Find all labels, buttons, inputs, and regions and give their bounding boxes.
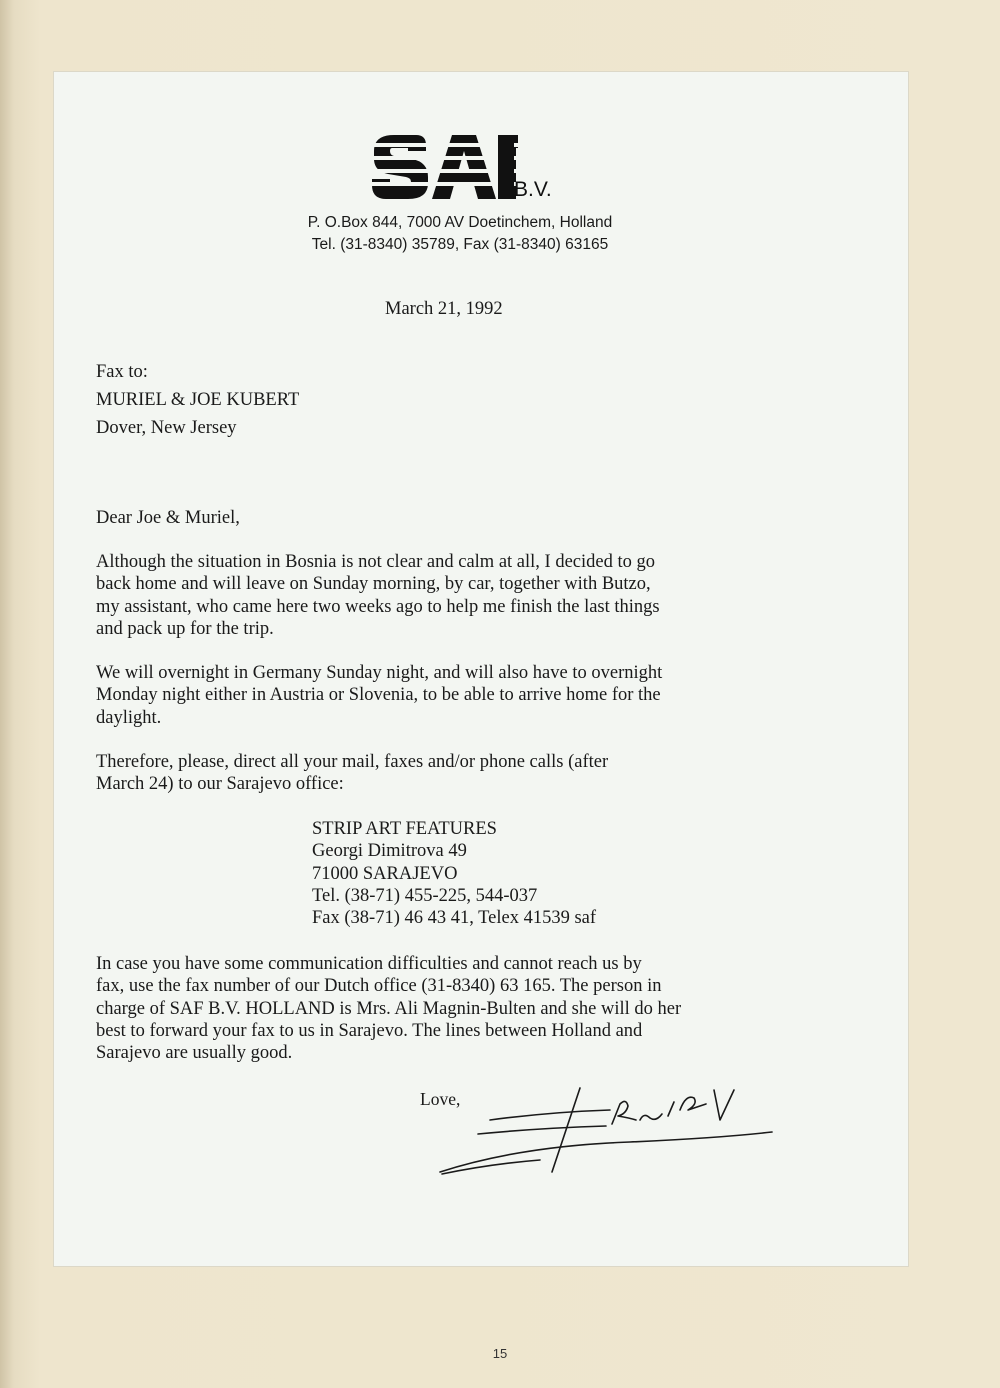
- closing-paragraph: [96, 953, 856, 1064]
- text-line: best to forward your fax to us in Sarajevo. The lines between Holland and: [96, 1020, 643, 1041]
- text-line: Although the situation in Bosnia is not clear and calm at all, I decided to go: [96, 552, 655, 572]
- text-line: We will overnight in Germany Sunday night, and will also have to overnight: [96, 663, 663, 683]
- recipient-names: MURIEL & JOE KUBERT: [96, 390, 300, 410]
- letter-date: March 21, 1992: [385, 299, 503, 319]
- address-line: Georgi Dimitrova 49: [312, 841, 467, 862]
- salutation: Dear Joe & Muriel,: [96, 508, 240, 528]
- recipient-location: Dover, New Jersey: [96, 418, 237, 438]
- letterhead-phone: Tel. (31-8340) 35789, Fax (31-8340) 63165: [311, 236, 609, 253]
- handwritten-signature: [430, 1076, 790, 1186]
- address-line: STRIP ART FEATURES: [312, 819, 497, 839]
- page-number: 15: [492, 1346, 508, 1361]
- address-line: Tel. (38-71) 455-225, 544-037: [312, 885, 538, 906]
- text-line: In case you have some communication difficulties and cannot reach us by: [96, 954, 642, 974]
- body-paragraph-2: [96, 662, 856, 729]
- text-line: my assistant, who came here two weeks ago to help me finish the last things: [96, 596, 660, 617]
- text-line: Therefore, please, direct all your mail, faxes and/or phone calls (after: [96, 752, 609, 772]
- text-line: fax, use the fax number of our Dutch office (31-8340) 63 165. The person in: [96, 976, 662, 997]
- logo-suffix: B.V.: [514, 178, 552, 201]
- address-line: 71000 SARAJEVO: [312, 863, 458, 884]
- letterhead-address: P. O.Box 844, 7000 AV Doetinchem, Holland: [307, 214, 613, 231]
- text-line: daylight.: [96, 707, 162, 728]
- text-line: Monday night either in Austria or Slovenia, to be able to arrive home for the: [96, 685, 661, 706]
- address-line: Fax (38-71) 46 43 41, Telex 41539 saf: [312, 908, 597, 929]
- sarajevo-office-address: [312, 818, 792, 929]
- text-line: Sarajevo are usually good.: [96, 1043, 293, 1064]
- text-line: back home and will leave on Sunday morning, by car, together with Butzo,: [96, 574, 651, 595]
- text-line: and pack up for the trip.: [96, 618, 274, 639]
- signoff: Love,: [420, 1089, 461, 1109]
- text-line: charge of SAF B.V. HOLLAND is Mrs. Ali Magnin-Bulten and she will do her: [96, 998, 682, 1019]
- text-line: March 24) to our Sarajevo office:: [96, 774, 344, 795]
- body-paragraph-3: [96, 751, 856, 796]
- body-paragraph-1: [96, 551, 856, 640]
- fax-to-label: Fax to:: [96, 362, 148, 382]
